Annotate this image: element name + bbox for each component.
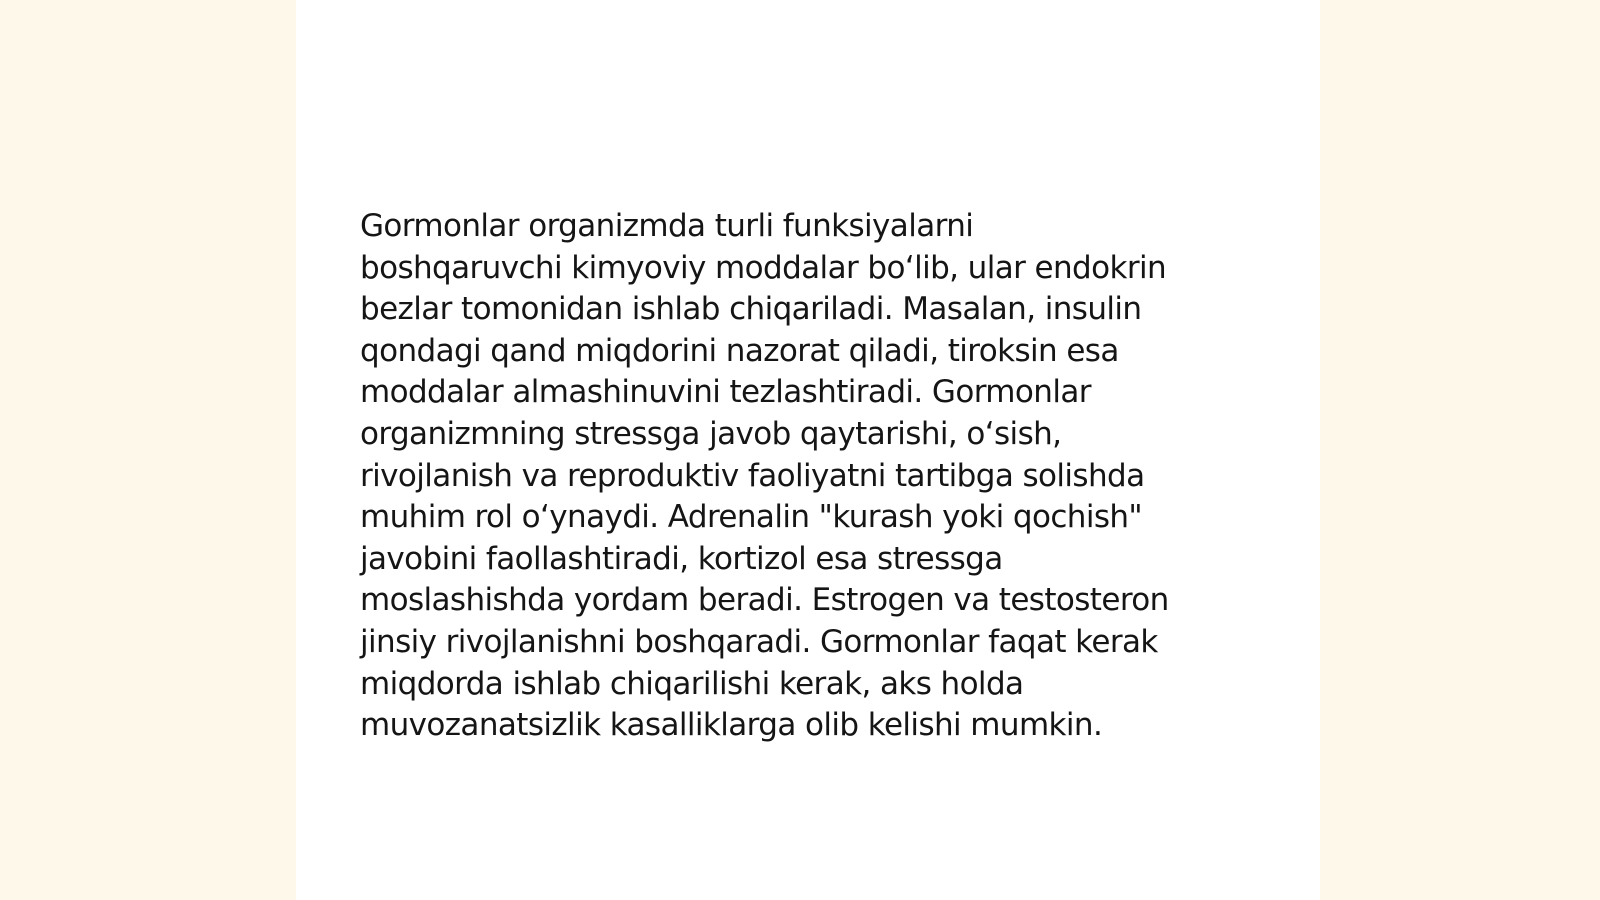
- paragraph-line: javobini faollashtiradi, kortizol esa stressga: [360, 540, 1003, 577]
- paragraph-line: boshqaruvchi kimyoviy moddalar bo‘lib, ular endokrin: [360, 249, 1167, 286]
- paragraph-line: moddalar almashinuvini tezlashtiradi. Gormonlar: [360, 374, 1091, 411]
- body-paragraph: [360, 206, 1260, 747]
- paragraph-line: jinsiy rivojlanishni boshqaradi. Gormonlar faqat kerak: [360, 623, 1158, 660]
- paragraph-line: qondagi qand miqdorini nazorat qiladi, tiroksin esa: [360, 332, 1119, 369]
- document-page: [296, 0, 1320, 900]
- paragraph-line: rivojlanish va reproduktiv faoliyatni tartibga solishda: [360, 457, 1145, 494]
- paragraph-line: muhim rol o‘ynaydi. Adrenalin "kurash yoki qochish": [360, 499, 1143, 536]
- paragraph-line: moslashishda yordam beradi. Estrogen va testosteron: [360, 582, 1169, 619]
- paragraph-line: bezlar tomonidan ishlab chiqariladi. Masalan, insulin: [360, 291, 1142, 328]
- paragraph-line: muvozanatsizlik kasalliklarga olib kelishi mumkin.: [360, 707, 1103, 744]
- paragraph-line: miqdorda ishlab chiqarilishi kerak, aks holda: [360, 665, 1024, 702]
- paragraph-line: Gormonlar organizmda turli funksiyalarni: [360, 208, 974, 244]
- paragraph-line: organizmning stressga javob qaytarishi, o‘sish,: [360, 415, 1062, 452]
